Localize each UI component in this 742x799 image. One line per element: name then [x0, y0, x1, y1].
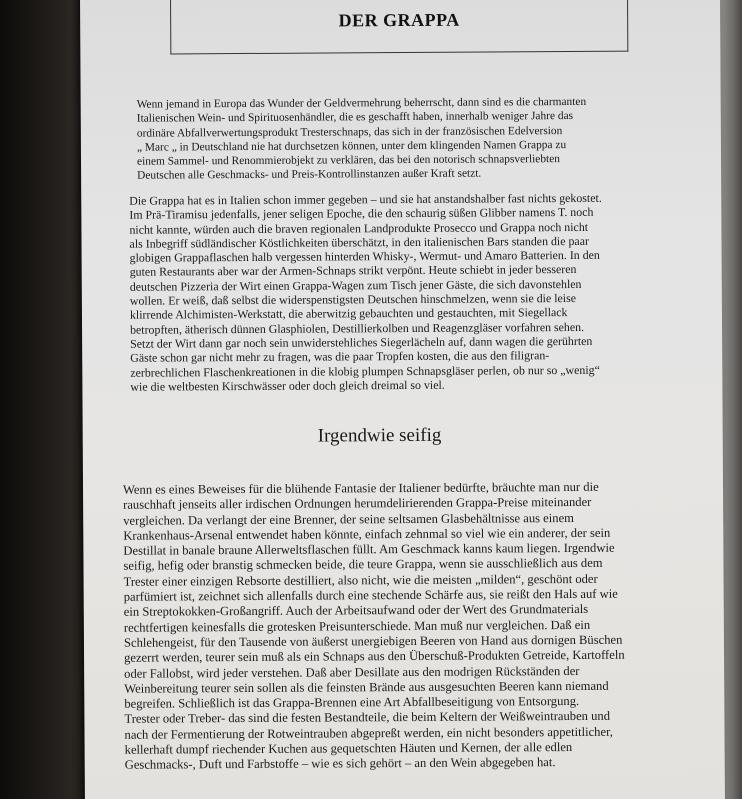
paper-sheet [80, 0, 725, 799]
text-line: gezerrt werden, teurer sein muß als ein Schnaps aus den Überschuß-Produkten Getreide, Kartoffeln [124, 647, 625, 666]
text-line: Wenn es eines Beweises für die blühende Fantasie der Italiener bedürfte, bräuchte man nur die [122, 479, 599, 497]
text-line: deutschen Pizzeria der Wirt einen Grappa-Wagen zum Tisch jener Gäste, die sich davonstehlen [129, 276, 582, 294]
text-line: Destillat in banale braune Allerweltsflaschen füllt. Am Geschmack kanns kaum liegen. Irgendwie [123, 540, 615, 558]
text-line: seifig, hefig oder branstig schmecken beide, die teure Grappa, wenn sie ausschließlich aus dem [123, 556, 603, 574]
text-line: nicht kannte, würden auch die braven regionalen Landprodukte Prosecco und Grappa noch nicht [129, 219, 589, 237]
text-line: ein Streptokokken-Großangriff. Auch der Arbeitsaufwand oder der Wert des Grundmaterials [123, 602, 589, 620]
text-line: Schlehengeist, für den Tausende von äußerst unergiebigen Beeren von Hand aus dornigen Büschen [123, 632, 623, 650]
text-line: Deutschen alle Geschmacks- und Preis-Kontrollinstanzen außer Kraft setzt. [137, 168, 482, 183]
paragraph-2 [129, 191, 603, 394]
text-line: globigen Grappaflaschen halb vergessen hinterden Whisky-, Wermut- und Amaro Batterien. In den [129, 248, 600, 265]
text-line: zerbrechlichen Flaschenkreationen in die klobig plumpen Schnapsgläser perlen, ob nur so „wenig“ [130, 362, 600, 380]
text-line: Die Grappa hat es in Italien schon immer gegeben – und sie hat anstandshalber fast nichts gekostet. [129, 190, 602, 208]
text-line: Trester oder Treber- das sind die festen Bestandteile, die beim Keltern der Weißweintrauben und [124, 709, 611, 727]
text-line: guten Restaurants aber war der Armen-Schnaps strikt verpönt. Heute schiebt in jeder besseren [129, 262, 577, 280]
text-line: einem Sammel- und Renommierobjekt zu verklären, das bei den notorisch schnapsverliebten [136, 153, 560, 168]
text-line: rauschhaft jenseits aller irdischen Ordnungen herumdelirierenden Grappa-Preise miteinander [123, 495, 592, 513]
text-line: wollen. Er weiß, daß selbst die widerspenstigsten Deutschen hinschmelzen, wenn sie die leise [129, 291, 577, 308]
text-line: nach der Fermentierung der Rotweintrauben abgepreßt werden, ein nicht besonders appetitlicher, [124, 724, 613, 742]
title-box [170, 0, 628, 54]
text-line: ordinäre Abfallverwertungsprodukt Tresterschnaps, das sich in der französischen Edelversion [136, 124, 563, 140]
text-line: Trester einer einzigen Rebsorte destilliert, also nicht, wie die meisten „milden“, geschönt oder [123, 571, 598, 589]
paragraph-1 [137, 95, 587, 184]
text-line: wie die weltbesten Kirschwässer oder doch gleich dreimal so viel. [130, 377, 445, 394]
text-line: Italienischen Wein- und Spirituosenhändler, die es geschafft haben, innerhalb weniger Jahre das [136, 110, 574, 125]
text-line: oder Fallobst, wird jeder verstehen. Daß aber Desillate aus den modrigen Rückständen der [124, 663, 580, 681]
text-line: Gäste schon gar nicht mehr zu fragen, was die paar Tropfen kosten, die aus den filigran- [130, 348, 550, 365]
text-line: klirrende Alchimisten-Werkstatt, die aberwitzig gebauchten und gestauchten, mit Siegellack [129, 305, 568, 323]
section-heading: Irgendwie seifig [317, 424, 442, 447]
text-line: Im Prä-Tiramisu jedenfalls, jener seligen Epoche, die den schaurig süßen Glibber namens T. noch [129, 205, 594, 222]
text-line: als Inbegriff südländischer Köstlichkeiten überschätzt, in den italienischen Bars standen die paar [129, 233, 589, 251]
paragraph-3 [123, 480, 625, 774]
text-line: Krankenhaus-Arsenal entwendet haben könnte, einfach zehnmal so viel wie ein anderer, der sein [123, 525, 611, 543]
text-line: begreifen. Schließlich ist das Grappa-Brennen eine Art Abfallbeseitigung von Entsorgung. [124, 694, 580, 711]
text-line: rechtfertigen keinesfalls die grotesken Preisunterschiede. Man muß nur vergleichen. Daß ein [123, 617, 591, 635]
text-line: Setzt der Wirt dann gar noch sein unwiderstehliches Siegerlächeln auf, dann wagen die gerührten [130, 333, 593, 351]
text-line: Wenn jemand in Europa das Wunder der Geldvermehrung beherrscht, dann sind es die charmanten [136, 95, 587, 111]
text-line: kellerhaft dumpf riechender Kuchen aus gequetschten Häuten und Kernen, der alle edlen [124, 740, 573, 757]
text-line: Weinbereitung teurer sein sollen als die feinsten Brände aus ausgesuchten Beeren kann niemand [124, 678, 609, 696]
text-line: vergleichen. Da verlangt der eine Brenner, der seine seltsamen Glasbehältnisse aus einem [123, 510, 574, 528]
text-line: betropften, ätherisch dünnen Glasphiolen, Destillierkolben und Reagenzgläser vorfahren sehen. [130, 319, 585, 337]
text-line: parfümiert ist, zeichnet sich allenfalls durch eine stechende Schärfe aus, sie reißt den Hals auf wie [123, 586, 618, 604]
document-title: DER GRAPPA [338, 9, 460, 31]
text-line: „ Marc „ in Deutschland nie hat durchsetzen können, unter dem klingenden Namen Grappa zu [136, 138, 567, 154]
text-line: Geschmacks-, Duft und Farbstoffe – wie es sich gehört – an den Wein abgegeben hat. [124, 755, 556, 773]
